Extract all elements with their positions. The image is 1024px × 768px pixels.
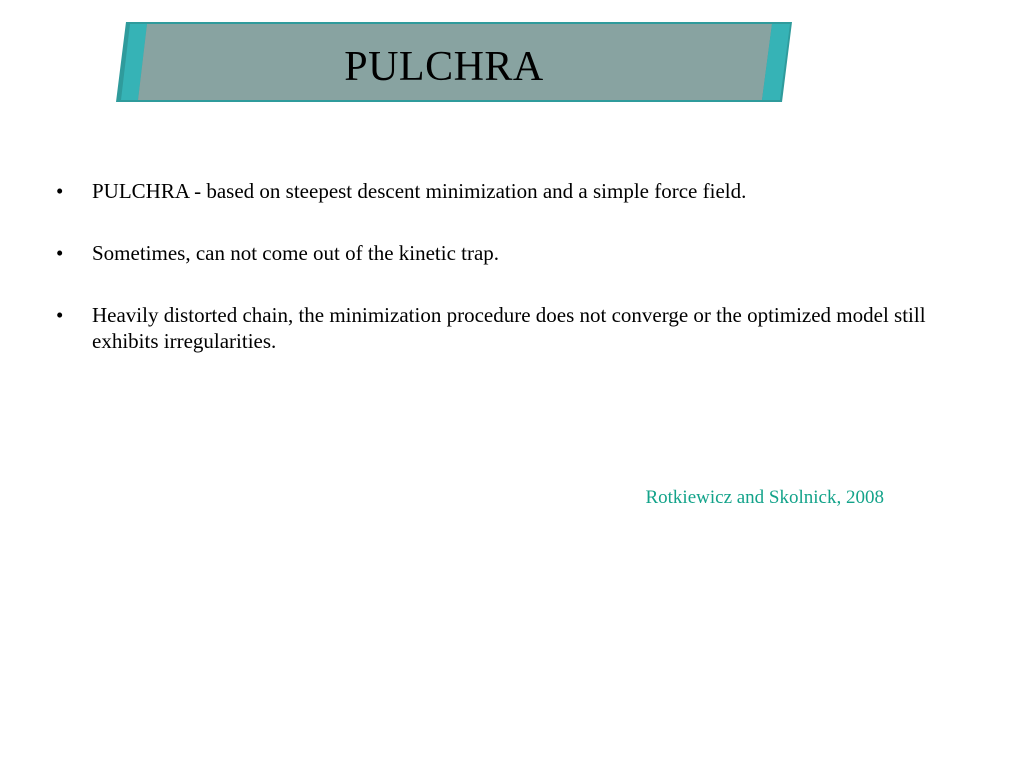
citation: Rotkiewicz and Skolnick, 2008 bbox=[645, 487, 884, 508]
bullet-dot-icon: • bbox=[56, 241, 64, 265]
bullet-dot-icon: • bbox=[56, 179, 64, 203]
bullet-text: Heavily distorted chain, the minimization procedure does not converge or the optimized model still exhibits irregularities. bbox=[92, 303, 926, 353]
bullet-text: PULCHRA - based on steepest descent minimization and a simple force field. bbox=[92, 179, 747, 203]
bullet-text: Sometimes, can not come out of the kinetic trap. bbox=[92, 241, 500, 265]
bullet-dot-icon: • bbox=[56, 303, 64, 327]
bullet-item bbox=[56, 178, 936, 204]
bullet-list bbox=[56, 178, 936, 390]
bullet-item bbox=[56, 302, 936, 354]
bullet-item bbox=[56, 240, 936, 266]
slide-title: PULCHRA bbox=[344, 44, 544, 90]
